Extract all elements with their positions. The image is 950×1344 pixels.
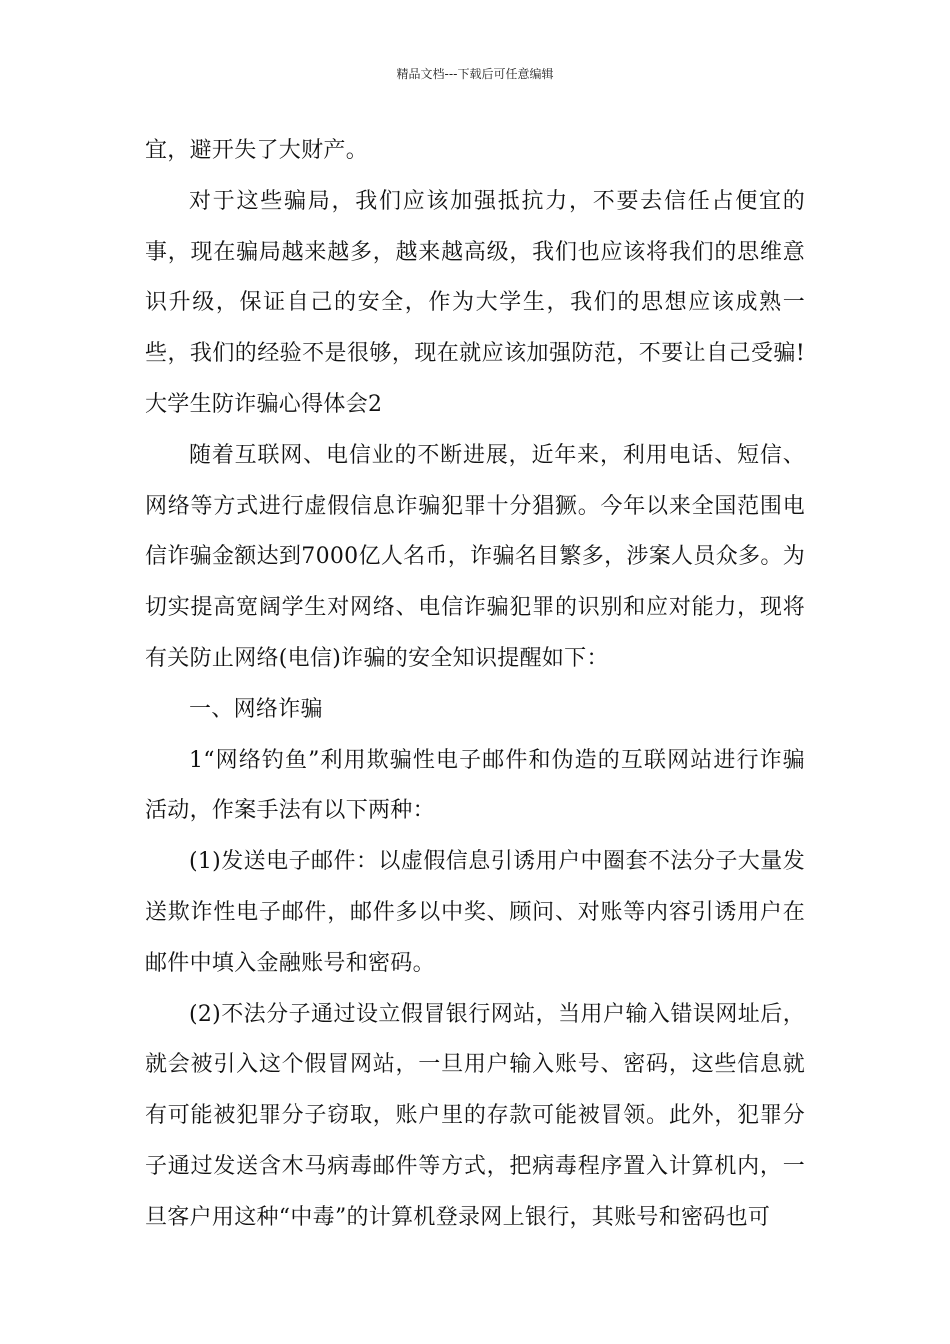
paragraph-3: 随着互联网、电信业的不断进展，近年来，利用电话、短信、网络等方式进行虚假信息诈骗犯罪十分猖獗。今年以来全国范围电信诈骗金额达到7000亿人名币，诈骗名目繁多，涉案人员众多。为切实提高宽阔学生对网络、电信诈骗犯罪的识别和应对能力，现将有关防止网络(电信)诈骗的安全知识提醒如下： xyxy=(145,442,805,671)
paragraph-email-method: (1)发送电子邮件：以虚假信息引诱用户中圈套不法分子大量发送欺诈性电子邮件，邮件多以中奖、顾问、对账等内容引诱用户在邮件中填入金融账号和密码。 xyxy=(145,849,805,976)
paragraph-1: 宜，避开失了大财产。 xyxy=(145,138,369,163)
page-header: 精品文档---下载后可任意编辑 xyxy=(396,67,554,81)
paragraph-phishing: 1“网络钓鱼”利用欺骗性电子邮件和伪造的互联网站进行诈骗活动，作案手法有以下两种： xyxy=(145,747,805,824)
paragraph-fake-website-method: (2)不法分子通过设立假冒银行网站，当用户输入错误网址后，就会被引入这个假冒网站，一旦用户输入账号、密码，这些信息就有可能被犯罪分子窃取，账户里的存款可能被冒领。此外，犯罪分子通过发送含木马病毒邮件等方式，把病毒程序置入计算机内，一旦客户用这种“中毒”的计算机登录网上银行，其账号和密码也可 xyxy=(145,1001,805,1230)
section-heading-network-fraud: 一、网络诈骗 xyxy=(189,696,323,722)
document-body xyxy=(145,126,805,1244)
paragraph-2: 对于这些骗局，我们应该加强抵抗力，不要去信任占便宜的事，现在骗局越来越多，越来越高级，我们也应该将我们的思维意识升级，保证自己的安全，作为大学生，我们的思想应该成熟一些，我们的经验不是很够，现在就应该加强防范，不要让自己受骗!大学生防诈骗心得体会2 xyxy=(145,188,805,417)
